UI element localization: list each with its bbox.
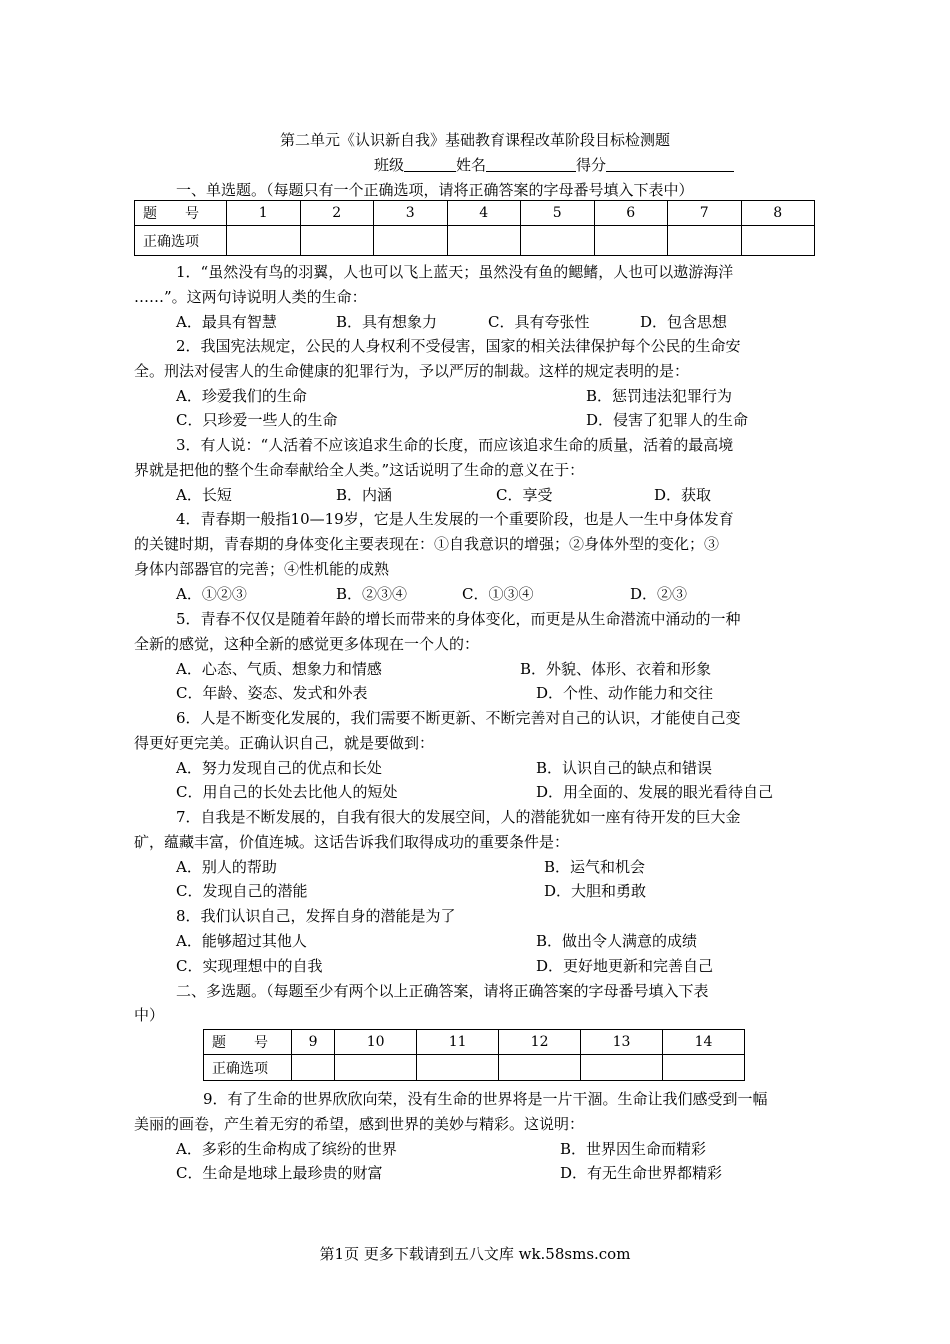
q6-option-c: C．用自己的长处去比他人的短处: [176, 783, 398, 801]
q7-stem-line: 7．自我是不断发展的，自我有很大的发展空间，人的潜能犹如一座有待开发的巨大金: [176, 808, 741, 826]
q3-option-a: A．长短: [176, 486, 232, 504]
q7-option-d: D．大胆和勇敢: [544, 882, 647, 900]
q4-option-b: B．②③④: [336, 585, 408, 603]
answer-cell[interactable]: [663, 1055, 745, 1081]
answer-cell[interactable]: [521, 226, 595, 256]
score-label: 得分: [576, 156, 607, 174]
q1-stem-line: 1．“虽然没有鸟的羽翼，人也可以飞上蓝天；虽然没有鱼的鳃鳍，人也可以遨游海洋: [176, 263, 734, 281]
q9-option-c: C．生命是地球上最珍贵的财富: [176, 1164, 383, 1182]
answer-cell[interactable]: [668, 226, 742, 256]
q6-option-a: A．努力发现自己的优点和长处: [176, 759, 382, 777]
q5-stem-line: 全新的感觉，这种全新的感觉更多体现在一个人的：: [134, 635, 480, 653]
score-blank[interactable]: [606, 155, 734, 172]
name-blank[interactable]: [486, 155, 576, 172]
page-footer: 第1页 更多下载请到五八文库 wk.58sms.com: [319, 1245, 631, 1263]
q7-option-b: B．运气和机会: [544, 858, 646, 876]
answer-cell[interactable]: [447, 226, 521, 256]
q4-stem-line: 4．青春期一般指10—19岁，它是人生发展的一个重要阶段，也是人一生中身体发育: [176, 510, 734, 528]
q8-option-b: B．做出令人满意的成绩: [536, 932, 698, 950]
q2-option-d: D．侵害了犯罪人的生命: [586, 411, 749, 429]
q7-option-a: A．别人的帮助: [176, 858, 277, 876]
answer-cell[interactable]: [581, 1055, 663, 1081]
answer-cell[interactable]: [594, 226, 668, 256]
q9-stem-line: 9．有了生命的世界欣欣向荣，没有生命的世界将是一片干涸。生命让我们感受到一幅: [203, 1090, 768, 1108]
q5-stem-line: 5．青春不仅仅是随着年龄的增长而带来的身体变化，而更是从生命潜流中涌动的一种: [176, 610, 741, 628]
section1-answer-table: [134, 200, 815, 256]
question-number-cell: 9: [292, 1030, 335, 1055]
q1-option-c: C．具有夸张性: [488, 313, 590, 331]
question-number-cell: 11: [417, 1030, 499, 1055]
q6-stem-line: 6．人是不断变化发展的，我们需要不断更新、不断完善对自己的认识，才能使自己变: [176, 709, 741, 727]
table-row-label: 题 号: [204, 1030, 292, 1055]
name-label: 姓名: [456, 156, 487, 174]
q8-option-a: A．能够超过其他人: [176, 932, 307, 950]
q2-option-b: B．惩罚违法犯罪行为: [586, 387, 733, 405]
question-number-cell: 1: [227, 201, 301, 226]
q4-stem-line: 身体内部器官的完善；④性机能的成熟: [134, 560, 390, 578]
q2-stem-line: 2．我国宪法规定，公民的人身权利不受侵害，国家的相关法律保护每个公民的生命安: [176, 337, 741, 355]
section1-heading: 一、单选题。（每题只有一个正确选项，请将正确答案的字母番号填入下表中）: [176, 181, 694, 199]
q7-option-c: C．发现自己的潜能: [176, 882, 308, 900]
answer-cell[interactable]: [227, 226, 301, 256]
q5-option-c: C．年龄、姿态、发式和外表: [176, 684, 368, 702]
question-number-cell: 4: [447, 201, 521, 226]
question-number-cell: 5: [521, 201, 595, 226]
q1-stem-line: ……”。这两句诗说明人类的生命：: [134, 288, 367, 306]
q3-option-c: C．享受: [496, 486, 553, 504]
section2-answer-table: [203, 1029, 745, 1081]
class-blank[interactable]: [404, 155, 456, 172]
answer-cell[interactable]: [417, 1055, 499, 1081]
q4-option-d: D．②③: [630, 585, 688, 603]
answer-cell[interactable]: [300, 226, 374, 256]
q8-stem-line: 8．我们认识自己，发挥自身的潜能是为了: [176, 907, 456, 925]
q4-stem-line: 的关键时期，青春期的身体变化主要表现在：①自我意识的增强；②身体外型的变化；③: [134, 535, 720, 553]
table-row-label: 题 号: [135, 201, 227, 226]
q9-option-a: A．多彩的生命构成了缤纷的世界: [176, 1140, 397, 1158]
answer-cell[interactable]: [335, 1055, 417, 1081]
q9-option-d: D．有无生命世界都精彩: [560, 1164, 723, 1182]
q7-stem-line: 矿，蕴藏丰富，价值连城。这话告诉我们取得成功的重要条件是：: [134, 833, 570, 851]
section2-heading: 二、多选题。（每题至少有两个以上正确答案，请将正确答案的字母番号填入下表: [176, 982, 709, 1000]
q2-stem-line: 全。刑法对侵害人的生命健康的犯罪行为，予以严厉的制裁。这样的规定表明的是：: [134, 362, 690, 380]
q8-option-d: D．更好地更新和完善自己: [536, 957, 714, 975]
q6-stem-line: 得更好更完美。正确认识自己，就是要做到：: [134, 734, 435, 752]
q1-option-d: D．包含思想: [640, 313, 728, 331]
table-row-label: 正确选项: [204, 1055, 292, 1081]
q2-option-a: A．珍爱我们的生命: [176, 387, 307, 405]
question-number-cell: 2: [300, 201, 374, 226]
q6-option-d: D．用全面的、发展的眼光看待自己: [536, 783, 774, 801]
q5-option-d: D．个性、动作能力和交往: [536, 684, 714, 702]
question-number-cell: 8: [741, 201, 815, 226]
question-number-cell: 13: [581, 1030, 663, 1055]
q5-option-a: A．心态、气质、想象力和情感: [176, 660, 382, 678]
question-number-cell: 10: [335, 1030, 417, 1055]
q1-option-a: A．最具有智慧: [176, 313, 277, 331]
q5-option-b: B．外貌、体形、衣着和形象: [520, 660, 712, 678]
page-title: 第二单元《认识新自我》基础教育课程改革阶段目标检测题: [279, 131, 670, 149]
question-number-cell: 14: [663, 1030, 745, 1055]
q4-option-a: A．①②③: [176, 585, 247, 603]
section2-heading-cont: 中）: [134, 1006, 165, 1024]
question-number-cell: 12: [499, 1030, 581, 1055]
q3-stem-line: 界就是把他的整个生命奉献给全人类。”这话说明了生命的意义在于：: [134, 461, 585, 479]
q9-stem-line: 美丽的画卷，产生着无穷的希望，感到世界的美妙与精彩。这说明：: [134, 1115, 585, 1133]
answer-cell[interactable]: [374, 226, 448, 256]
q3-stem-line: 3．有人说：“人活着不应该追求生命的长度，而应该追求生命的质量，活着的最高境: [176, 436, 734, 454]
q6-option-b: B．认识自己的缺点和错误: [536, 759, 713, 777]
question-number-cell: 7: [668, 201, 742, 226]
class-label: 班级: [374, 156, 405, 174]
question-number-cell: 3: [374, 201, 448, 226]
answer-cell[interactable]: [292, 1055, 335, 1081]
answer-cell[interactable]: [741, 226, 815, 256]
q8-option-c: C．实现理想中的自我: [176, 957, 323, 975]
q1-option-b: B．具有想象力: [336, 313, 438, 331]
q3-option-b: B．内涵: [336, 486, 393, 504]
q9-option-b: B．世界因生命而精彩: [560, 1140, 707, 1158]
answer-cell[interactable]: [499, 1055, 581, 1081]
student-info-line: [374, 155, 734, 175]
q4-option-c: C．①③④: [462, 585, 534, 603]
q2-option-c: C．只珍爱一些人的生命: [176, 411, 338, 429]
question-number-cell: 6: [594, 201, 668, 226]
q3-option-d: D．获取: [654, 486, 712, 504]
table-row-label: 正确选项: [135, 226, 227, 256]
